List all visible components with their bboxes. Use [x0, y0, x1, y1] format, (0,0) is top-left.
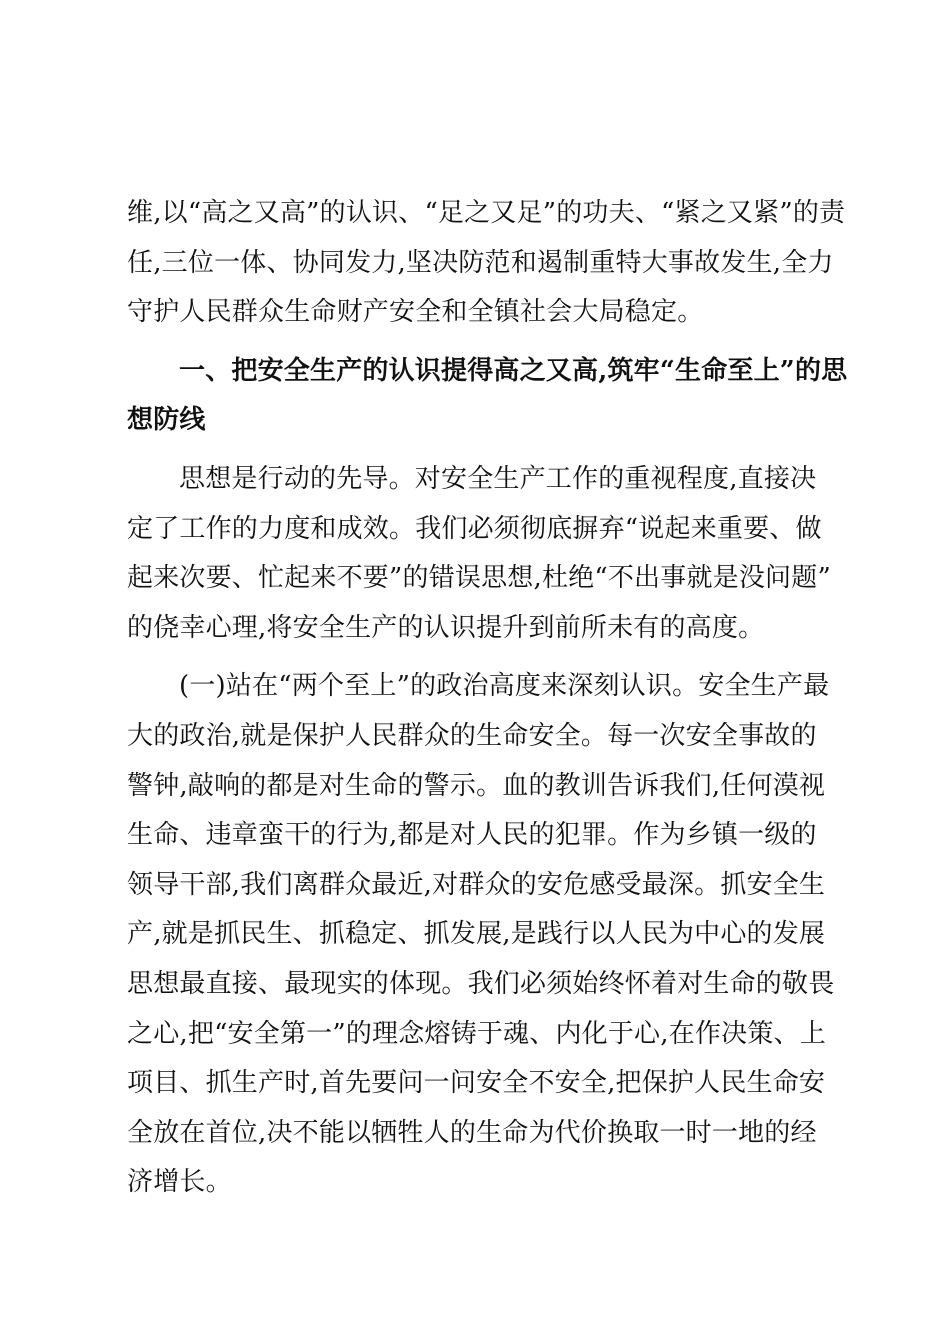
- heading-line: 一、把安全生产的认识提得高之又高,筑牢“生命至上”的思: [179, 355, 848, 386]
- text-line: 警钟,敲响的都是对生命的警示。血的教训告诉我们,任何漠视: [127, 770, 826, 801]
- text-line: 的侥幸心理,将安全生产的认识提升到前所未有的高度。: [127, 612, 765, 643]
- text-line: 之心,把“安全第一”的理念熔铸于魂、内化于心,在作决策、上: [127, 1018, 826, 1049]
- text-line: 起来次要、忙起来不要”的错误思想,杜绝“不出事就是没问题”: [127, 563, 831, 594]
- text-line: 思想是行动的先导。对安全生产工作的重视程度,直接决: [179, 463, 817, 494]
- text-line: 维,以“高之又高”的认识、“足之又足”的功夫、“紧之又紧”的责: [127, 198, 846, 228]
- text-line: 定了工作的力度和成效。我们必须彻底摒弃“说起来重要、做: [127, 513, 822, 544]
- text-line: 任,三位一体、协同发力,坚决防范和遏制重特大事故发生,全力: [127, 247, 834, 278]
- text-line: 守护人民群众生命财产安全和全镇社会大局稳定。: [127, 297, 704, 328]
- text-line: 全放在首位,决不能以牺牲人的生命为代价换取一时一地的经: [127, 1117, 817, 1148]
- text-line: 生命、违章蛮干的行为,都是对人民的犯罪。作为乡镇一级的: [127, 820, 817, 851]
- body-paragraph: [127, 455, 831, 653]
- text-line: 领导干部,我们离群众最近,对群众的安危感受最深。抓安全生: [127, 869, 826, 900]
- text-line: 产,就是抓民生、抓稳定、抓发展,是践行以人民为中心的发展: [127, 919, 826, 950]
- text-line: 项目、抓生产时,首先要问一问安全不安全,把保护人民生命安: [127, 1068, 826, 1099]
- text-line: 济增长。: [127, 1167, 232, 1198]
- text-line: 大的政治,就是保护人民群众的生命安全。每一次安全事故的: [127, 720, 817, 751]
- text-line: 思想最直接、最现实的体现。我们必须始终怀着对生命的敬畏: [127, 968, 835, 999]
- body-paragraph: [127, 662, 835, 1208]
- body-paragraph: [127, 189, 846, 338]
- section-heading: [127, 347, 848, 446]
- heading-line: 想防线: [127, 405, 206, 436]
- document-page: [127, 189, 848, 1208]
- text-line: (一)站在“两个至上”的政治高度来深刻认识。安全生产最: [179, 671, 830, 702]
